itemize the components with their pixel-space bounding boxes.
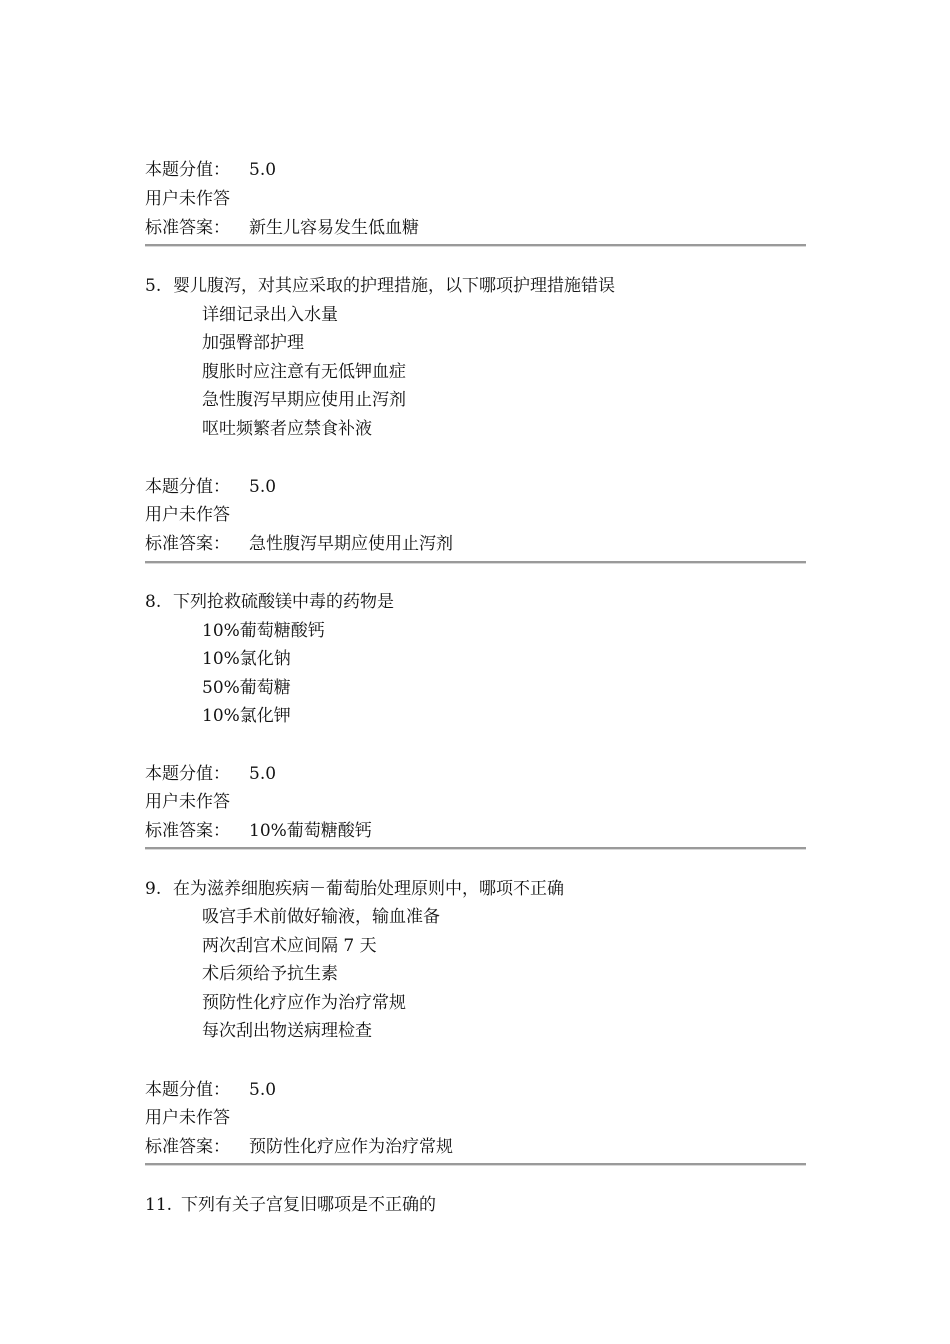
question-title xyxy=(145,1195,436,1215)
score-value: 5.0 xyxy=(249,477,277,497)
option-item: 50%葡萄糖 xyxy=(202,678,291,698)
answer-label: 标准答案： xyxy=(145,218,230,238)
score-label: 本题分值： xyxy=(145,477,230,497)
answer-value: 新生儿容易发生低血糖 xyxy=(249,218,419,238)
option-item: 详细记录出入水量 xyxy=(202,305,338,325)
question-text: 在为滋养细胞疾病－葡萄胎处理原则中，哪项不正确 xyxy=(173,879,564,899)
option-item: 预防性化疗应作为治疗常规 xyxy=(202,993,406,1013)
question-text: 下列抢救硫酸镁中毒的药物是 xyxy=(173,592,394,612)
score-label: 本题分值： xyxy=(145,764,230,784)
score-value: 5.0 xyxy=(249,160,277,180)
question-number: 11. xyxy=(145,1195,173,1215)
score-label: 本题分值： xyxy=(145,1080,230,1100)
answer-status: 用户未作答 xyxy=(145,189,230,209)
answer-label: 标准答案： xyxy=(145,534,230,554)
answer-status: 用户未作答 xyxy=(145,505,230,525)
score-row xyxy=(145,477,277,497)
answer-value: 10%葡萄糖酸钙 xyxy=(249,821,372,841)
standard-answer-row xyxy=(145,821,372,841)
answer-status: 用户未作答 xyxy=(145,1108,230,1128)
option-item: 吸宫手术前做好输液，输血准备 xyxy=(202,907,440,927)
answer-label: 标准答案： xyxy=(145,1137,230,1157)
separator-line xyxy=(145,847,806,850)
option-item: 10%氯化钾 xyxy=(202,706,291,726)
option-item: 呕吐频繁者应禁食补液 xyxy=(202,419,372,439)
option-item: 两次刮宫术应间隔 7 天 xyxy=(202,936,377,956)
score-label: 本题分值： xyxy=(145,160,230,180)
answer-status: 用户未作答 xyxy=(145,792,230,812)
separator-line xyxy=(145,561,806,564)
score-value: 5.0 xyxy=(249,764,277,784)
standard-answer-row xyxy=(145,534,453,554)
standard-answer-row xyxy=(145,218,419,238)
option-item: 腹胀时应注意有无低钾血症 xyxy=(202,362,406,382)
separator-line xyxy=(145,244,806,247)
score-row xyxy=(145,1080,277,1100)
question-number: 8. xyxy=(145,592,162,612)
question-text: 下列有关子宫复旧哪项是不正确的 xyxy=(181,1195,436,1215)
option-item: 10%葡萄糖酸钙 xyxy=(202,621,325,641)
score-row xyxy=(145,160,277,180)
option-item: 每次刮出物送病理检查 xyxy=(202,1021,372,1041)
question-text: 婴儿腹泻，对其应采取的护理措施，以下哪项护理措施错误 xyxy=(173,276,615,296)
standard-answer-row xyxy=(145,1137,453,1157)
option-item: 术后须给予抗生素 xyxy=(202,964,338,984)
answer-value: 急性腹泻早期应使用止泻剂 xyxy=(249,534,453,554)
answer-value: 预防性化疗应作为治疗常规 xyxy=(249,1137,453,1157)
question-title xyxy=(145,592,394,612)
option-item: 10%氯化钠 xyxy=(202,649,291,669)
question-number: 5. xyxy=(145,276,162,296)
score-value: 5.0 xyxy=(249,1080,277,1100)
question-number: 9. xyxy=(145,879,162,899)
separator-line xyxy=(145,1163,806,1166)
option-item: 急性腹泻早期应使用止泻剂 xyxy=(202,390,406,410)
question-title xyxy=(145,879,564,899)
score-row xyxy=(145,764,277,784)
option-item: 加强臀部护理 xyxy=(202,333,304,353)
question-title xyxy=(145,276,615,296)
answer-label: 标准答案： xyxy=(145,821,230,841)
